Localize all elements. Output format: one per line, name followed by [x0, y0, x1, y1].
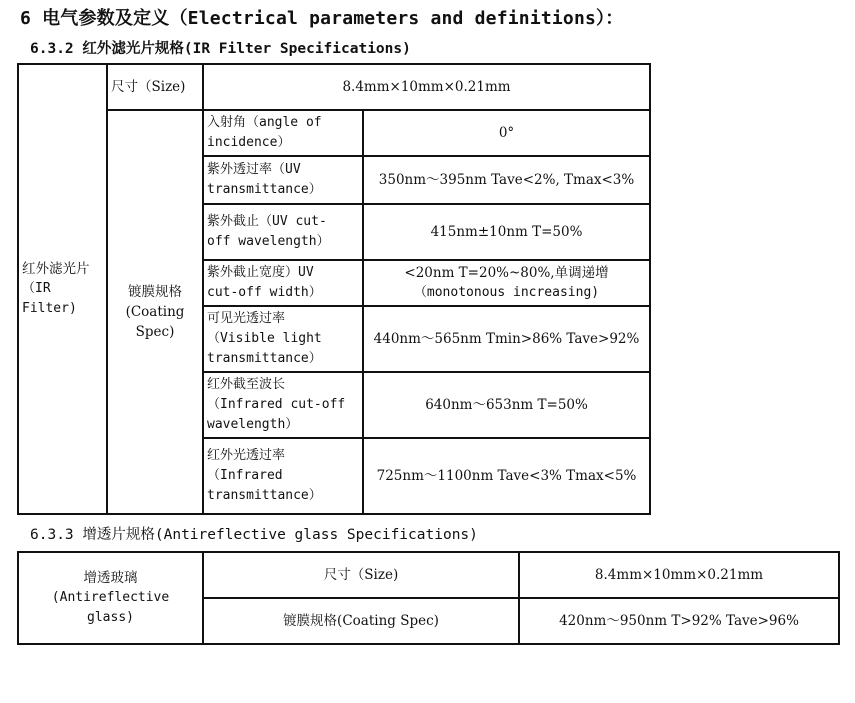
- ir-filter-group-en-2: Filter): [22, 301, 77, 316]
- ar-glass-group-cell: [18, 552, 203, 644]
- ar-coating-value: 420nm～950nm T>92% Tave>96%: [519, 598, 839, 644]
- ir-param-value: 415nm±10nm T=50%: [363, 204, 650, 260]
- ir-param-label: 紫外截止（UV cut- off wavelength）: [203, 204, 363, 260]
- ar-size-value: 8.4mm×10mm×0.21mm: [519, 552, 839, 598]
- ir-filter-group-cell: [18, 64, 107, 514]
- ir-param-value: 0°: [363, 110, 650, 156]
- ir-filter-group-en-1: （IR: [22, 281, 51, 296]
- ir-size-value: 8.4mm×10mm×0.21mm: [203, 64, 650, 110]
- ir-filter-spec-table: [17, 63, 651, 515]
- ir-param-label: 紫外截止宽度）UV cut-off width）: [203, 260, 363, 306]
- ir-param-label: 可见光透过率 （Visible light transmittance）: [203, 306, 363, 372]
- ar-glass-heading: 6.3.3 增透片规格(Antireflective glass Specifications): [30, 527, 478, 543]
- ir-param-label: 入射角（angle of incidence）: [203, 110, 363, 156]
- ar-glass-spec-table: [17, 551, 840, 645]
- ir-param-value: 725nm～1100nm Tave<3% Tmax<5%: [363, 438, 650, 514]
- ir-param-label: 红外截至波长 （Infrared cut-off wavelength）: [203, 372, 363, 438]
- ar-glass-group-en-1: (Antireflective: [51, 590, 170, 605]
- section-heading: 6 电气参数及定义（Electrical parameters and definitions）：: [20, 8, 624, 29]
- ir-param-label: 紫外透过率（UV transmittance）: [203, 156, 363, 204]
- ir-coating-label-zh: 镀膜规格: [128, 284, 182, 300]
- ir-filter-group-zh: 红外滤光片: [22, 261, 90, 277]
- ir-filter-heading: 6.3.2 红外滤光片规格(IR Filter Specifications): [30, 41, 411, 57]
- ar-glass-group-zh: 增透玻璃: [83, 570, 138, 586]
- ar-size-label: 尺寸（Size): [203, 552, 519, 598]
- ir-coating-label-en-1: (Coating: [125, 304, 185, 320]
- ir-param-value: <20nm T=20%~80%,单调递增 （monotonous increasing): [363, 260, 650, 306]
- ar-coating-label: 镀膜规格(Coating Spec): [203, 598, 519, 644]
- ir-coating-group-cell: [107, 110, 203, 514]
- ir-coating-label-en-2: Spec): [135, 324, 175, 340]
- ir-param-label: 红外光透过率 （Infrared transmittance）: [203, 438, 363, 514]
- ir-param-value: 440nm～565nm Tmin>86% Tave>92%: [363, 306, 650, 372]
- ar-glass-group-en-2: glass): [87, 610, 134, 625]
- ir-param-value: 640nm～653nm T=50%: [363, 372, 650, 438]
- ir-size-label: 尺寸（Size): [107, 64, 203, 110]
- ir-param-value: 350nm～395nm Tave<2%, Tmax<3%: [363, 156, 650, 204]
